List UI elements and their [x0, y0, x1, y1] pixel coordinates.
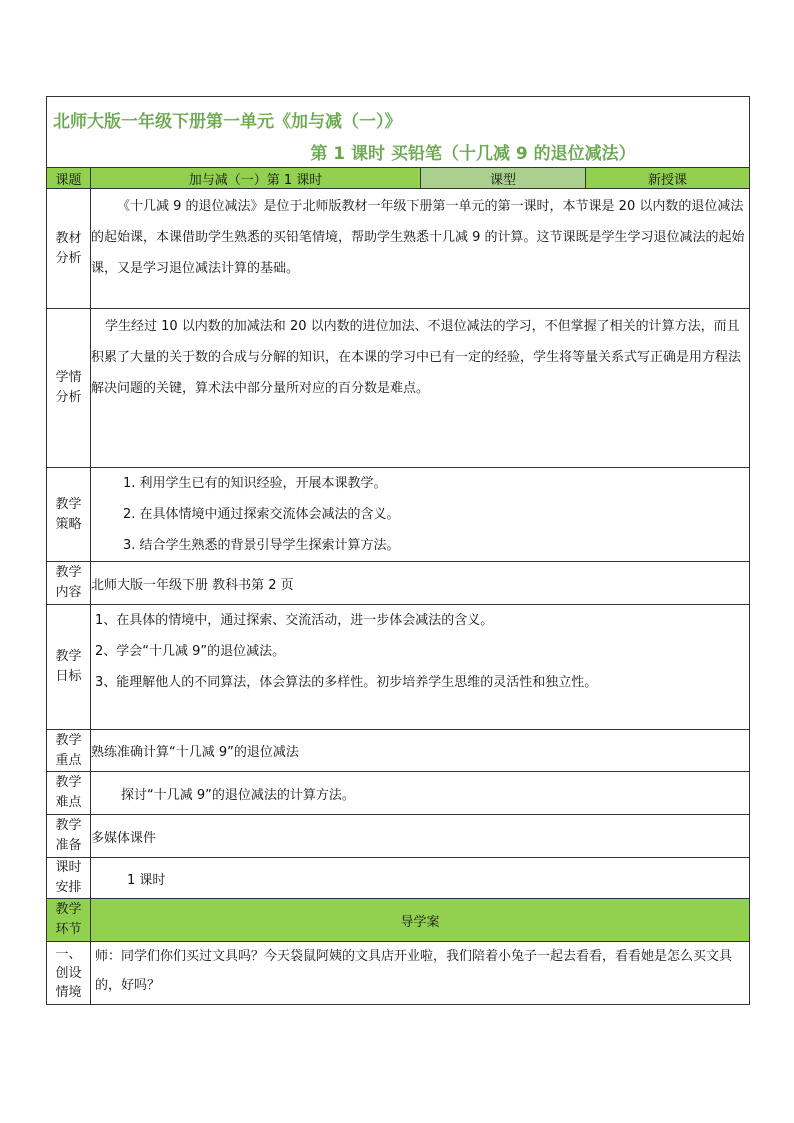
- scene-setting-text: 师：同学们你们买过文具吗？今天袋鼠阿姨的文具店开业啦，我们陪着小兔子一起去看看，看看她是怎么买文具的，好吗？: [95, 949, 733, 993]
- row-schedule: 课时 安排 1 课时: [47, 858, 750, 899]
- document-title: 北师大版一年级下册第一单元《加与减（一）》: [53, 112, 402, 132]
- row-material-analysis: 教材 分析 《十几减 9 的退位减法》是位于北师版教材一年级下册第一单元的第一课时，本节课是 20 以内数的退位减法的起始课，本课借助学生熟悉的买铅笔情境，帮助学生熟悉十几减 9 的计算。这节课既是学生学习退位减法的起始课，又是学习退位减法计算的基础。: [47, 189, 750, 309]
- strategy-item: 2. 在具体情境中通过探索交流体会减法的含义。: [123, 507, 400, 522]
- header-row: [47, 168, 750, 189]
- learner-analysis-text: 学生经过 10 以内数的加减法和 20 以内数的进位加法、不退位减法的学习，不但掌握了相关的计算方法，而且积累了大量的关于数的合成与分解的知识，在本课的学习中已有一定的经验，学生将等量关系式写正确是用方程法解决问题的关键，算术法中部分量所对应的百分数是难点。: [91, 319, 742, 396]
- row-preparation: 教学 准备 多媒体课件: [47, 815, 750, 858]
- goal-item: 2、学会“十几减 9”的退位减法。: [95, 644, 286, 659]
- row-teaching-content: 教学 内容 北师大版一年级下册 教科书第 2 页: [47, 562, 750, 605]
- row-teaching-goals: 教学 日标 1、在具体的情境中，通过探索、交流活动，进一步体会减法的含义。 2、学会“十几减 9”的退位减法。 3、能理解他人的不同算法，体会算法的多样性。初步培养学生思维的灵活性和独立性。: [47, 605, 750, 730]
- teaching-content-text: 北师大版一年级下册 教科书第 2 页: [91, 562, 750, 605]
- goal-item: 1、在具体的情境中，通过探索、交流活动，进一步体会减法的含义。: [95, 613, 494, 628]
- header-topic: 加与减（一）第 1 课时: [91, 168, 421, 189]
- header-label: 课题: [47, 168, 91, 189]
- schedule-text: 1 课时: [91, 858, 750, 899]
- teaching-stage-text: 导学案: [91, 899, 750, 942]
- difficulty-text: 探讨“十几减 9”的退位减法的计算方法。: [91, 772, 750, 815]
- header-type-label: 课型: [421, 168, 586, 189]
- row-teaching-strategy: 教学 策略 1. 利用学生已有的知识经验，开展本课教学。 2. 在具体情境中通过探索交流体会减法的含义。 3. 结合学生熟悉的背景引导学生探索计算方法。: [47, 468, 750, 562]
- material-analysis-text: 《十几减 9 的退位减法》是位于北师版教材一年级下册第一单元的第一课时，本节课是 20 以内数的退位减法的起始课，本课借助学生熟悉的买铅笔情境，帮助学生熟悉十几减 9 的计算。这节课既是学生学习退位减法的起始课，又是学习退位减法计算的基础。: [91, 199, 745, 276]
- lesson-plan-table: [46, 96, 750, 1005]
- lesson-subtitle: 第 1 课时 买铅笔（十几减 9 的退位减法）: [310, 144, 636, 164]
- row-scene-setting: 一、 创设 情境 师：同学们你们买过文具吗？今天袋鼠阿姨的文具店开业啦，我们陪着小兔子一起去看看，看看她是怎么买文具的，好吗？: [47, 942, 750, 1005]
- row-learner-analysis: 学情 分析 学生经过 10 以内数的加减法和 20 以内数的进位加法、不退位减法的学习，不但掌握了相关的计算方法，而且积累了大量的关于数的合成与分解的知识，在本课的学习中已有一定的经验，学生将等量关系式写正确是用方程法解决问题的关键，算术法中部分量所对应的百分数是难点。: [47, 309, 750, 468]
- preparation-text: 多媒体课件: [91, 815, 750, 858]
- row-difficulty: 教学 难点 探讨“十几减 9”的退位减法的计算方法。: [47, 772, 750, 815]
- row-teaching-stage: 教学 环节 导学案: [47, 899, 750, 942]
- lesson-plan-document: [46, 96, 749, 1005]
- header-type-value: 新授课: [586, 168, 750, 189]
- title-row: [47, 97, 750, 168]
- key-point-text: 熟练准确计算“十几减 9”的退位减法: [91, 730, 750, 772]
- strategy-item: 3. 结合学生熟悉的背景引导学生探索计算方法。: [123, 538, 400, 553]
- strategy-item: 1. 利用学生已有的知识经验，开展本课教学。: [123, 476, 387, 491]
- row-key-point: 教学 重点 熟练准确计算“十几减 9”的退位减法: [47, 730, 750, 772]
- goal-item: 3、能理解他人的不同算法，体会算法的多样性。初步培养学生思维的灵活性和独立性。: [95, 675, 598, 690]
